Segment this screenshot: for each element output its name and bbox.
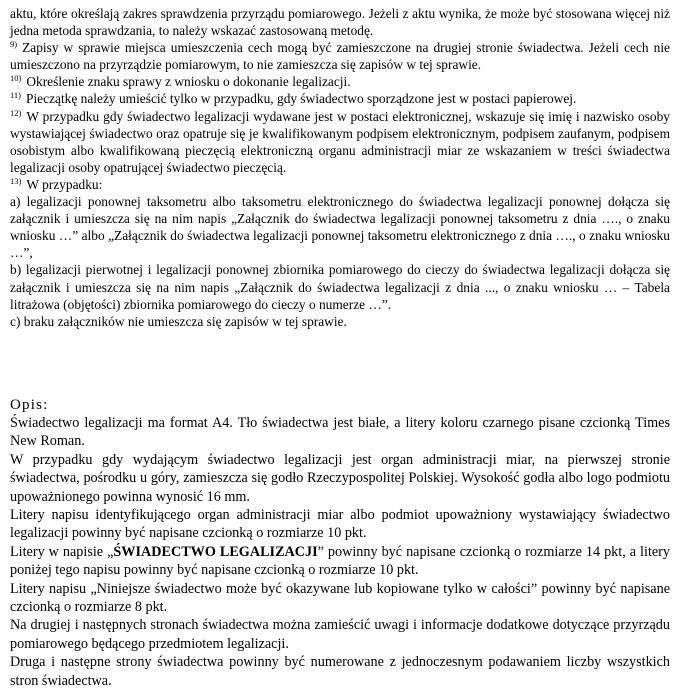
footnote-13	[10, 176, 670, 193]
description-section	[10, 396, 670, 690]
footnote-10	[10, 73, 670, 90]
certificate-title-text: ŚWIADECTWO LEGALIZACJI	[113, 543, 318, 560]
title-intro-text: Litery w napisie „	[10, 543, 114, 560]
footnote-12	[10, 108, 670, 176]
footnote-continuation: aktu, które określają zakres sprawdzenia przyrządu pomiarowego. Jeżeli z aktu wynika, że może być stosowana więcej niż jedna metoda sprawdzania, to należy wskazać zastosowaną metodę.	[10, 6, 670, 39]
footnote-13-item-a: a) legalizacji ponownej taksometru albo taksometru elektronicznego do świadectwa legalizacji ponownej dołącza się załącznik i umieszcza się na nim napis „Załącznik do świadectwa legalizacji ponownej taksometru z dnia …., o znaku wniosku …” albo „Załącznik do świadectwa legalizacji ponownej taksometru elektronicznego z dnia …., o znaku wniosku …”,	[10, 194, 670, 261]
footnote-11	[10, 90, 670, 107]
description-paragraph-copy-notice: Litery napisu „Niniejsze świadectwo może być okazywane lub kopiowane tylko w całości” powinny być napisane czcionką o rozmiarze 8 pkt.	[10, 580, 670, 616]
footnote-12-text: W przypadku gdy świadectwo legalizacji wydawane jest w postaci elektronicznej, wskazuje się imię i nazwisko osoby wystawiającej świadectwo oraz opatruje się je kwalifikowanym podpisem elektronicznym, podpisem zaufanym, podpisem osobistym albo kwalifikowaną pieczęcią elektroniczną organu administracji miar ze wskazaniem w treści świadectwa legalizacji osoby opatrującej świadectwo pieczęcią.	[10, 108, 670, 175]
footnote-11-number: 11)	[10, 90, 22, 101]
description-paragraph-numbering: Druga i następne strony świadectwa powinny być numerowane z jednoczesnym podawaniem liczby wszystkich stron świadectwa.	[10, 654, 670, 689]
footnote-13-text: W przypadku:	[26, 176, 103, 192]
footnote-10-text: Określenie znaku sprawy z wniosku o dokonanie legalizacji.	[26, 74, 351, 90]
footnote-9-text: Zapisy w sprawie miejsca umieszczenia cech mogą być zamieszczone na drugiej stronie świadectwa. Jeżeli cech nie umieszczono na przyrządzie pomiarowym, to nie zamieszcza się zapisów w tej sprawie.	[10, 40, 670, 73]
description-paragraph-title	[10, 543, 670, 580]
footnote-11-text: Pieczątkę należy umieścić tylko w przypadku, gdy świadectwo sporządzone jest w postaci papierowej.	[26, 91, 577, 107]
description-paragraph-format: Świadectwo legalizacji ma format A4. Tło świadectwa jest białe, a litery koloru czarnego pisane czcionką Times New Roman.	[10, 415, 670, 450]
footnote-10-number: 10)	[10, 73, 22, 84]
footnote-12-number: 12)	[10, 107, 22, 118]
title-rest-text: ” powinny być napisane czcionką o rozmiarze 14 pkt, a litery poniżej tego napisu powinny być napisane czcionką o rozmiarze 10 pkt.	[10, 543, 670, 579]
footnote-9-number: 9)	[10, 39, 18, 50]
footnote-13-number: 13)	[10, 175, 22, 186]
footnote-9	[10, 39, 670, 73]
footnote-13-item-c: c) braku załączników nie umieszcza się zapisów w tej sprawie.	[10, 313, 347, 329]
footnotes-section	[10, 5, 670, 330]
description-paragraph-issuer: Litery napisu identyfikującego organ administracji miar albo podmiot upoważniony wystawiający świadectwo legalizacji powinny być napisane czcionką o rozmiarze 10 pkt.	[10, 507, 670, 542]
description-body	[10, 414, 670, 690]
footnote-13-item-b: b) legalizacji pierwotnej i legalizacji ponownej zbiornika pomiarowego do cieczy do świadectwa legalizacji dołącza się załącznik i umieszcza się na nim napis „Załącznik do świadectwa legalizacji z dnia ..., o znaku wniosku … – Tabela litrażowa (objętości) zbiornika pomiarowego do cieczy o numerze …”.	[10, 262, 670, 312]
description-heading: Opis:	[10, 397, 49, 413]
description-paragraph-next-pages: Na drugiej i następnych stronach świadectwa można zamieścić uwagi i informacje dodatkowe dotyczące przyrządu pomiarowego będącego przedmiotem legalizacji.	[10, 617, 670, 652]
description-paragraph-emblem: W przypadku gdy wydającym świadectwo legalizacji jest organ administracji miar, na pierwszej stronie świadectwa, pośrodku u góry, zamieszcza się godło Rzeczypospolitej Polskiej. Wysokość godła albo logo podmiotu upoważnionego powinna wynosić 16 mm.	[10, 451, 670, 505]
